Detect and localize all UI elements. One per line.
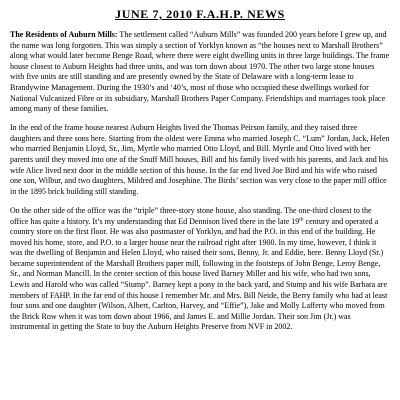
article-paragraph-3 xyxy=(10,206,390,333)
article-lead-heading: The Residents of Auburn Mills: xyxy=(10,30,118,39)
paragraph-1-text: The settlement called “Auburn Mills” was founded 200 years before I grew up, and the name was long forgotten. This was simply a section of Yorklyn known as “the houses next to Marshall Brothers” along what would later become Benge Road, where there were eight dwelling units in three large buildings. The frame house closest to Auburn Heights had three units, and was torn down about 1970. The other two large stone houses with five units are still standing and are presently owned by the State of Delaware with a long-term lease to Brandywine Management. During the 1930’s and ‘40’s, most of those who occupied these dwellings worked for National Vulcanized Fibre or its subsidiary, Marshall Brothers Paper Company. Friendships and marriages took place among many of these families. xyxy=(10,30,390,114)
article-paragraph-1 xyxy=(10,30,390,115)
paragraph-3-text-a: On the other side of the office was the “triple” three-story stone house, also standing. The one-third closest to the office has quite a history. It’s my understanding that Ed Dennison lived there in the late 19 xyxy=(10,205,372,226)
newsletter-title: JUNE 7, 2010 F.A.H.P. NEWS xyxy=(115,7,285,21)
article-paragraph-2: In the end of the frame house nearest Auburn Heights lived the Thomas Peirson family, and they raised three daughters and three sons here. Starting from the oldest were Emma who married Joseph C. “Lum” Jordan, Jack, Helen who married Benjamin Lloyd, Sr., Jim, Myrtle who married Otto Lloyd, and Bill. Myrtle and Otto lived with her parents until they moved into one of the Snuff Mill houses, Bill and his family lived with his parents, and Jack and his wife Alice lived next door in the middle section of this house. In the far end lived Joe Bird and his wife who raised one son, Wilbur, and two daughters, Mildred and Josephine. The Birds’ section was very close to the paper mill office in the 1895 brick building still standing. xyxy=(10,123,390,196)
paragraph-3-text-b: century and operated a country store on the first floor. He was also postmaster of Yorklyn, and had the P.O. in this end of the building. He moved his home, store, and P.O. to a larger house near the railroad right after 1900. In my time, however, I think it was the dwelling of Benjamin and Helen Lloyd, who raised their sons, Benny, Jr. and Eddie, here. Benny Lloyd (Sr.) became superintendent of the Marshall Brothers paper mill, following in the footsteps of John Benge, Leroy Benge, Sr., and Norman Mancill. In the center section of this house lived Barney Miller and his wife, who had two sons, Lewis and Harold who was called “Stump”. Barney kept a pony in the back yard, and Stump and his wife Barbara are members of FAHP. In the far end of this house I remember Mr. and Mrs. Bill Neide, the Berry family who had at least four sons and one daughter (Wilson, Albert, Carlton, Harvey, and “Effie”), Jake and Molly Lafferty who moved from the Brick Row when it was torn down about 1966, and James E. and Millie Jordan. Their son Jim (Jr.) was instrumental in getting the State to buy the Auburn Heights Preserve from NVF in 2002. xyxy=(10,216,388,332)
ordinal-superscript: th xyxy=(299,215,304,222)
